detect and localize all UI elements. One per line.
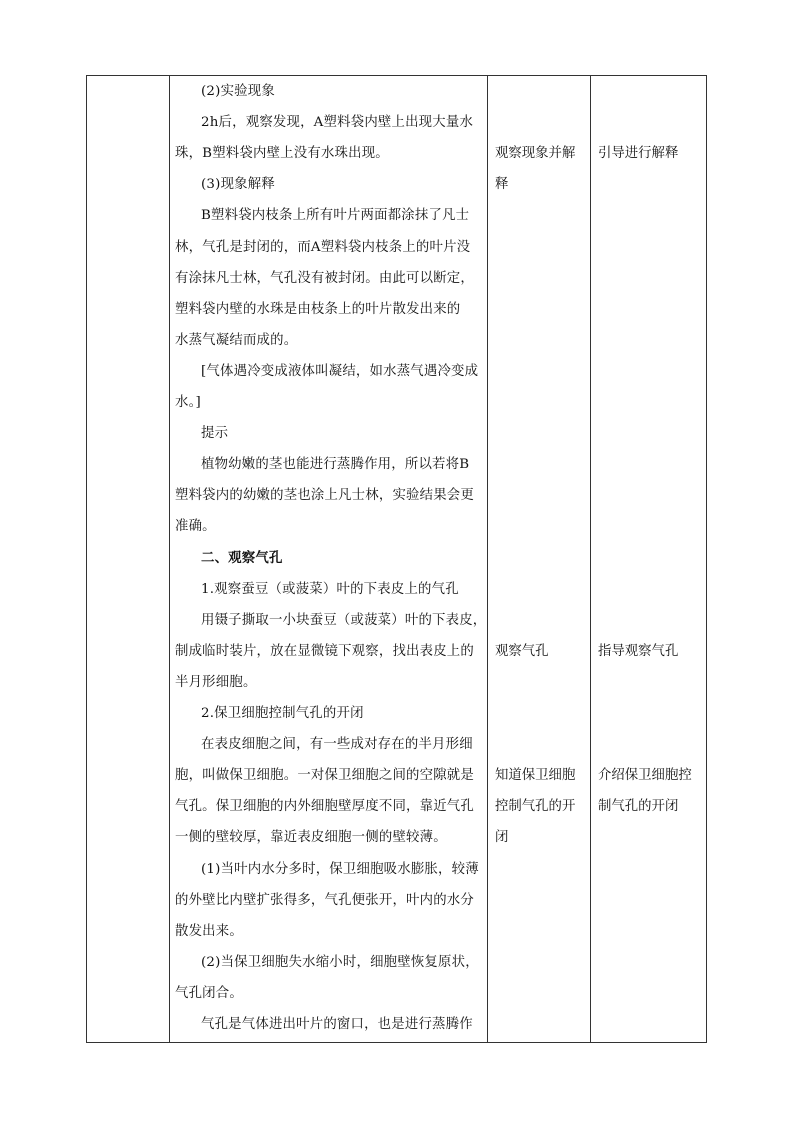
student-activity-text: 释 bbox=[495, 177, 509, 193]
content-line: 水。] bbox=[175, 395, 201, 410]
teacher-activity-text: 引导进行解释 bbox=[598, 146, 679, 162]
content-line: 气孔是气体进出叶片的窗口，也是进行蒸腾作 bbox=[201, 1017, 473, 1032]
content-line: 塑料袋内壁的水珠是由枝条上的叶片散发出来的 bbox=[175, 301, 461, 317]
content-line: 散发出来。 bbox=[175, 923, 243, 939]
teacher-activity-column bbox=[590, 76, 708, 1042]
content-line: 珠，B塑料袋内壁上没有水珠出现。 bbox=[175, 146, 389, 162]
lesson-content-column bbox=[169, 76, 487, 1042]
content-line: 一侧的壁较厚，靠近表皮细胞一侧的壁较薄。 bbox=[175, 830, 447, 846]
content-line: (2)实验现象 bbox=[201, 84, 275, 99]
content-line: 在表皮细胞之间，有一些成对存在的半月形细 bbox=[201, 737, 473, 753]
content-line: 有涂抹凡士林，气孔没有被封闭。由此可以断定， bbox=[175, 270, 474, 286]
teacher-activity-text: 制气孔的开闭 bbox=[598, 799, 679, 815]
content-line: 植物幼嫩的茎也能进行蒸腾作用，所以若将B bbox=[201, 457, 470, 473]
content-line: 制成临时装片，放在显微镜下观察，找出表皮上的 bbox=[175, 643, 474, 659]
student-activity-text: 知道保卫细胞 bbox=[495, 768, 576, 784]
student-activity-text: 观察气孔 bbox=[495, 643, 549, 659]
content-line: 水蒸气凝结而成的。 bbox=[175, 332, 298, 348]
content-line: 的外壁比内壁扩张得多，气孔便张开，叶内的水分 bbox=[175, 892, 474, 908]
section-heading: 二、观察气孔 bbox=[201, 550, 283, 566]
content-line: 用镊子撕取一小块蚕豆（或菠菜）叶的下表皮， bbox=[201, 612, 487, 628]
content-line: 塑料袋内的幼嫩的茎也涂上凡士林，实验结果会更 bbox=[175, 488, 474, 504]
content-line: 胞，叫做保卫细胞。一对保卫细胞之间的空隙就是 bbox=[175, 768, 474, 784]
student-activity-text: 控制气孔的开 bbox=[495, 799, 576, 815]
content-line: 2h后，观察发现，A塑料袋内壁上出现大量水 bbox=[201, 115, 474, 131]
content-line: 1.观察蚕豆（或菠菜）叶的下表皮上的气孔 bbox=[201, 581, 459, 597]
content-line: 提示 bbox=[201, 426, 229, 442]
content-line: 准确。 bbox=[175, 519, 216, 535]
content-line: B塑料袋内枝条上所有叶片两面都涂抹了凡士 bbox=[201, 208, 470, 224]
lesson-table bbox=[86, 75, 707, 1043]
content-line: (2)当保卫细胞失水缩小时，细胞壁恢复原状， bbox=[201, 954, 479, 970]
content-line: 气孔。保卫细胞的内外细胞壁厚度不同，靠近气孔 bbox=[175, 799, 474, 815]
teacher-activity-text: 介绍保卫细胞控 bbox=[598, 768, 692, 784]
student-activity-column bbox=[487, 76, 590, 1042]
content-line: 2.保卫细胞控制气孔的开闭 bbox=[201, 706, 364, 721]
student-activity-text: 闭 bbox=[495, 830, 509, 846]
content-line: [气体遇冷变成液体叫凝结，如水蒸气遇冷变成 bbox=[201, 363, 479, 379]
content-line: 气孔闭合。 bbox=[175, 985, 243, 1001]
content-line: 林，气孔是封闭的，而A塑料袋内枝条上的叶片没 bbox=[175, 239, 471, 255]
content-line: (1)当叶内水分多时，保卫细胞吸水膨胀，较薄 bbox=[201, 861, 479, 877]
content-line: 半月形细胞。 bbox=[175, 674, 257, 690]
student-activity-text: 观察现象并解 bbox=[495, 146, 576, 162]
teacher-activity-text: 指导观察气孔 bbox=[598, 643, 679, 659]
content-line: (3)现象解释 bbox=[201, 177, 275, 193]
